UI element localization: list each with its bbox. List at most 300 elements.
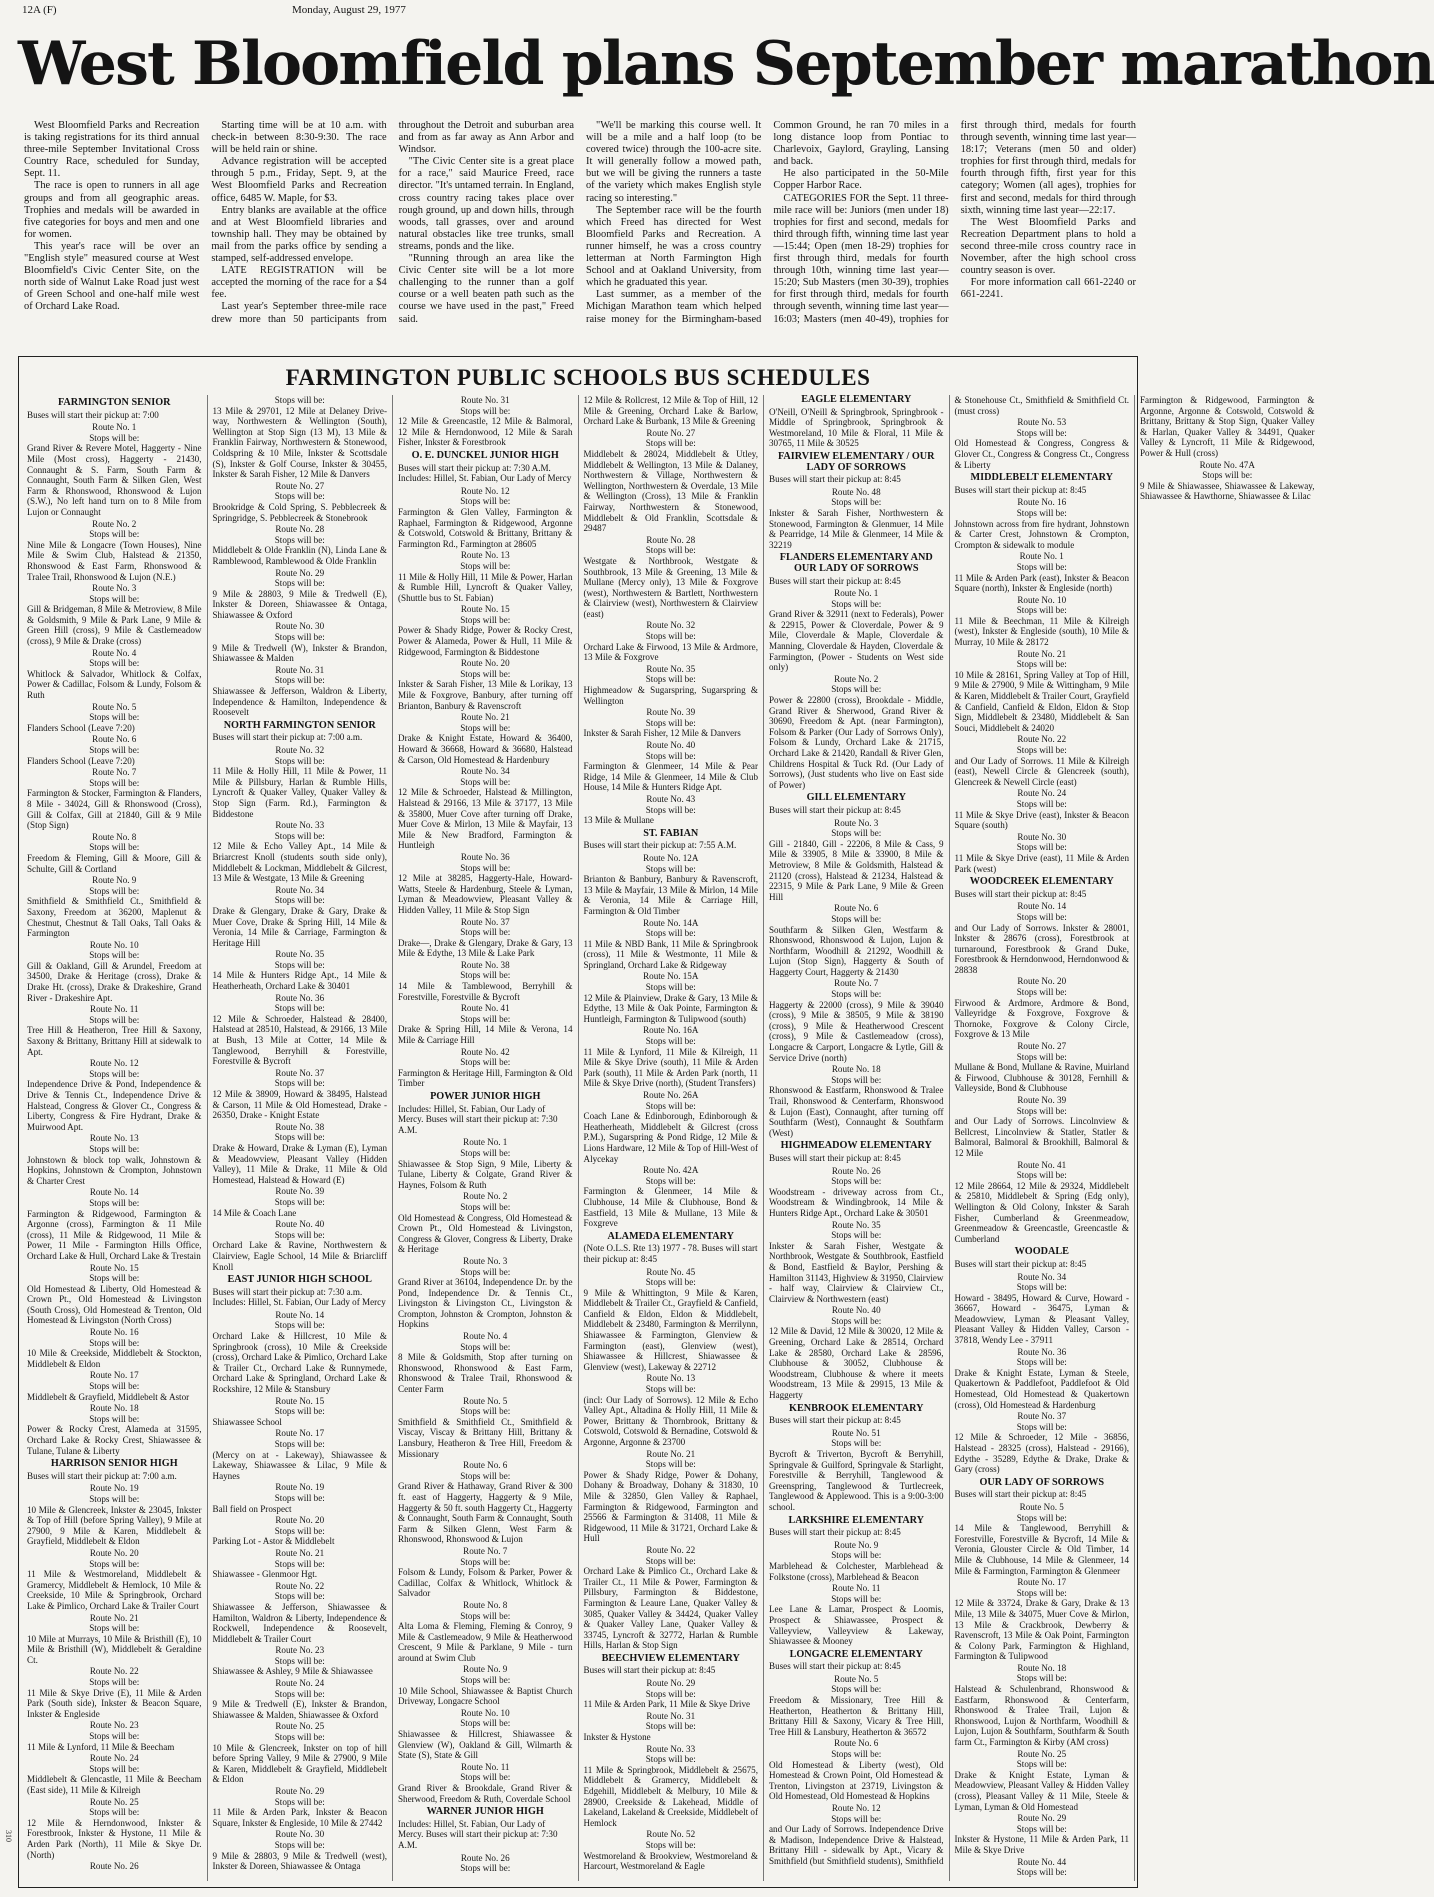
- route-stops: Flanders School (Leave 7:20): [27, 722, 135, 733]
- route-stops: 8 Mile & Goldsmith, Stop after turning on Rhonswood, Rhonswood & East Farm, Rhonswood & Tralee Trail, Rhonswood & Center Farm: [398, 1352, 573, 1395]
- route-stops: Shiawassee & Hillcrest, Shiawassee & Glenview (W), Oakland & Gill, Wilmarth & State (S), State & Gill: [398, 1729, 573, 1761]
- pickup-info: Buses will start their pickup at: 7:00 a.m.: [212, 732, 363, 743]
- route-stops: Halstead & Schulenbrand, Rhonswood & Eastfarm, Rhonswood & Centerfarm, Rhonswood & Tralee Trail, Lujon & Rhonswood, Lujon & Northfarm, Woodhill & Lujon, Lujon & Southfarm, Southfarm & South farm Ct., Farmington & Kirby (AM cross): [954, 1684, 1129, 1748]
- route-stops: Old Homestead & Liberty (west), Old Homestead & Crown Point, Old Homestead & Trenton, Livingston at 23719, Livingston & Old Homestead, Old Homestead & Hopkins: [769, 1759, 944, 1802]
- route-number: Route No. 36: [275, 992, 325, 1003]
- route-entry: [213, 665, 388, 718]
- route-number: Route No. 12A: [643, 852, 699, 863]
- route-entry: [213, 568, 388, 621]
- route-entry: [955, 832, 1130, 874]
- route-stops: Orchard Lake & Hillcrest, 10 Mile & Springbrook (cross), 10 Mile & Creekside (cross), Orchard Lake & Pimlico, Orchard Lake & Trailer Ct., Orchard Lake & Runnymede, Orchard Lake & Springland, Orchard Lake & Rockshire, 12 Mile & Stansbury: [212, 1331, 387, 1395]
- route-entry: [584, 428, 759, 534]
- stops-label: Stops will be:: [645, 1721, 696, 1732]
- route-number: Route No. 13: [89, 1133, 139, 1144]
- route-entry: [584, 853, 759, 917]
- route-stops: 11 Mile & Springbrook, Middlebelt & 25675, Middlebelt & Gramercy, Middlebelt & Edgehill, Middlebelt & Melbury, 10 Mile & 28900, Creekside & Lakehead, Middle of Lakeland, Lakeland & Creekside, Middlebelt of Hemlock: [583, 1764, 758, 1828]
- route-entry: [398, 917, 573, 959]
- route-stops: 10 Mile School, Shiawassee & Baptist Church Driveway, Longacre School: [398, 1685, 573, 1707]
- route-number: Route No. 30: [275, 621, 325, 632]
- route-entry: [27, 1797, 202, 1861]
- route-number: Route No. 34: [460, 766, 510, 777]
- route-number: Route No. 35: [275, 949, 325, 960]
- route-number: Route No. 32: [275, 745, 325, 755]
- route-entry: [27, 1483, 202, 1547]
- route-number: Route No. 10: [1017, 594, 1067, 605]
- route-number: Route No. 11: [461, 1761, 510, 1772]
- stops-label: Stops will be:: [274, 491, 325, 502]
- route-stops: 14 Mile & Tanglewood, Berryhill & Forestville, Forestville & Bycroft, 14 Mile & Veronia, Glouster Circle & Old Timber, 14 Mile & Clubhouse, 14 Mile & Glenmeer, 14 Mile & Farmington, Farmington & Glenmeer: [954, 1523, 1129, 1576]
- route-entry: [584, 1165, 759, 1229]
- pickup-info: Buses will start their pickup at: 7:30 A.M. Includes: Hillel, St. Fabian, Our Lady of Mercy: [398, 462, 572, 484]
- stops-label: Stops will be:: [1016, 1105, 1067, 1116]
- stops-label: Stops will be:: [645, 928, 696, 939]
- route-entry: [398, 1331, 573, 1395]
- route-stops: Woodstream - driveway across from Ct., Woodstream & Windingbrook, 14 Mile & Hunters Ridge Apt., Orchard Lake & 30501: [769, 1186, 944, 1218]
- route-number: Route No. 14A: [643, 917, 699, 928]
- route-entry: [769, 1583, 944, 1647]
- school-name: ALAMEDA ELEMENTARY: [607, 1230, 735, 1242]
- headline: West Bloomfield plans September marathon: [18, 29, 1434, 99]
- margin-mark: 310: [4, 1830, 13, 1842]
- route-number: Route No. 20: [460, 658, 510, 669]
- stops-label: Stops will be:: [274, 395, 325, 405]
- route-entry: [1140, 460, 1315, 502]
- stops-label: Stops will be:: [89, 1558, 140, 1569]
- route-number: Route No. 31: [460, 395, 510, 405]
- route-number: Route No. 30: [1017, 831, 1067, 842]
- route-stops: Farmington & Glen Valley, Farmington & Raphael, Farmington & Ridgewood, Argonne & Cotswold, Cotswold & Brittany, Brittany & Farmington Rd., Farmington at 28605: [398, 506, 573, 549]
- route-stops: Shiawassee School: [212, 1416, 282, 1427]
- route-entry: [213, 1678, 388, 1720]
- route-entry: [398, 550, 573, 603]
- route-number: Route No. 39: [1017, 1095, 1067, 1105]
- route-stops: 12 Mile & Herndonwood, Inkster & Forestbrook, Inkster & Hystone, 11 Mile & Arden Park (North), 11 Mile & Skye Dr. (North): [27, 1817, 202, 1860]
- route-stops: Inkster & Sarah Fisher, 12 Mile & Danvers: [583, 728, 741, 739]
- stops-label: Stops will be:: [460, 1266, 511, 1277]
- route-entry: [955, 551, 1130, 593]
- route-stops: Middlebelt & 28024, Middlebelt & Utley, Middlebelt & Wellington, 13 Mile & Dalaney, Northwestern & Village, Northwestern & Wellington, Northwestern & Overdale, 13 Mile & Wellington (Cross), 13 Mile & Franklin Fairway, Northwestern & Stonewood, Middlebelt & Old Franklin, Scottsdale & 29487: [583, 448, 758, 534]
- route-number: Route No. 21: [460, 712, 510, 723]
- route-entry: [213, 993, 388, 1067]
- route-stops: Grand River & 32911 (next to Federals), Power & 22915, Power & Cloverdale, Power & 9 Mile, Cloverdale & Maple, Cloverdale & Manning, Cloverdale & Hayden, Cloverdale & Farmington, (Power - Students on West side only): [769, 609, 944, 673]
- route-entry: [213, 1829, 388, 1871]
- article-paragraph: For more information call 661-2240 or 661-2241.: [960, 277, 1136, 301]
- stops-label: Stops will be:: [1016, 507, 1067, 518]
- stops-label: Stops will be:: [645, 750, 696, 761]
- route-stops: Drake & Howard, Drake & Lyman (E), Lyman & Meadowview, Pleasant Valley (Hidden Valley), 11 Mile & Drake, 11 Mile & Old Homestead, Halstead & Howard (E): [212, 1142, 387, 1185]
- route-entry: [584, 794, 759, 826]
- route-number: Route No. 4: [463, 1331, 508, 1342]
- route-number: Route No. 3: [834, 817, 879, 828]
- route-stops: Farmington & Heritage Hill, Farmington & Old Timber: [398, 1067, 573, 1089]
- school-section: [769, 1404, 944, 1513]
- route-stops: Folsom & Lundy, Folsom & Parker, Power & Cadillac, Colfax & Whitlock, Whitlock & Salvador: [398, 1567, 573, 1599]
- stops-label: Stops will be:: [89, 842, 140, 853]
- route-stops: 11 Mile & Lynford, 11 Mile & Beecham: [27, 1741, 175, 1752]
- route-number: Route No. 12: [89, 1058, 139, 1069]
- route-number: Route No. 2: [463, 1191, 508, 1202]
- route-number: Route No. 19: [275, 1482, 325, 1493]
- stops-label: Stops will be:: [460, 722, 511, 733]
- school-section: [584, 829, 759, 1229]
- route-entry: [398, 766, 573, 851]
- school-name: KENBROOK ELEMENTARY: [789, 1402, 924, 1414]
- stops-label: Stops will be:: [89, 712, 140, 723]
- route-entry: [769, 1064, 944, 1138]
- route-stops: (Mercy on at - Lakeway), Shiawassee & Lakeway, Shiawassee & Lilac, 9 Mile & Haynes: [212, 1449, 387, 1481]
- route-entry: [398, 604, 573, 657]
- school-name: OUR LADY OF SORROWS: [979, 1476, 1105, 1488]
- route-entry: [27, 1370, 202, 1402]
- route-number: Route No. 39: [646, 707, 696, 718]
- route-stops: and Our Lady of Sorrows. 11 Mile & Kilreigh (east), Newell Circle & Glencreek (south), Glencreek & Newell Circle (east): [954, 755, 1129, 787]
- stops-label: Stops will be:: [831, 989, 882, 1000]
- route-stops: Drake & Spring Hill, 14 Mile & Verona, 14 Mile & Carriage Hill: [398, 1024, 573, 1046]
- route-entry: [398, 1708, 573, 1761]
- route-number: Route No. 37: [1017, 1411, 1067, 1422]
- route-entry: [584, 1744, 759, 1829]
- route-number: Route No. 9: [463, 1664, 508, 1675]
- route-number: Route No. 53: [1017, 417, 1067, 428]
- route-stops: 12 Mile & Schroeder, 12 Mile - 36856, Halstead - 28325 (cross), Halstead - 29166), Edythe - 35289, Edythe & Drake, Drake & Gary (cross): [954, 1432, 1129, 1475]
- route-number: Route No. 23: [89, 1720, 139, 1731]
- route-stops: Independence Drive & Pond, Independence & Drive & Tennis Ct., Independence Drive & Halstead, Congress & Glover Ct., Congress & Liberty, Congress & Fire Hydrant, Drake & Muirwood Apt.: [27, 1079, 202, 1132]
- pickup-info: Includes: Hillel, St. Fabian, Our Lady of Mercy. Buses will start their pickup at: 7:30 A.M.: [398, 1818, 558, 1850]
- stops-label: Stops will be:: [89, 658, 140, 669]
- stops-label: Stops will be:: [831, 1550, 882, 1561]
- stops-label: Stops will be:: [89, 1143, 140, 1154]
- route-entry: [398, 960, 573, 1002]
- route-number: Route No. 21: [1017, 648, 1067, 659]
- route-entry: [27, 1403, 202, 1456]
- route-entry: [769, 407, 944, 449]
- route-stops: Farmington & Ridgewood, Farmington & Argonne (cross), Farmington & 11 Mile (cross), 11 Mile & Ridgewood, 11 Mile & Power, 11 Mile - Farmington Hills Office, Orchard Lake & Hull, Orchard Lake & Trestain: [27, 1208, 202, 1261]
- route-stops: 11 Mile & Skye Drive (E), 11 Mile & Arden Park (South side), Inkster & Beacon Square, Inkster & Engleside: [27, 1687, 202, 1719]
- stops-label: Stops will be:: [274, 632, 325, 643]
- route-number: Route No. 29: [1017, 1813, 1067, 1824]
- route-number: Route No. 34: [275, 884, 325, 895]
- stops-label: Stops will be:: [1016, 1421, 1067, 1432]
- route-stops: 14 Mile & Tamblewood, Berryhill & Forestville, Forestville & Bycroft: [398, 981, 573, 1002]
- route-entry: [27, 1133, 202, 1186]
- route-number: Route No. 35: [831, 1219, 881, 1230]
- stops-label: Stops will be:: [831, 684, 882, 695]
- route-number: Route No. 43: [646, 793, 696, 804]
- stops-label: Stops will be:: [274, 1839, 325, 1850]
- stops-label: Stops will be:: [89, 777, 140, 788]
- route-stops: 10 Mile & Glencreek, Inkster on top of hill before Spring Valley, 9 Mile & 27900, 9 Mile & Karen, Middlebelt & Grayfield, Middlebelt & Eldon: [212, 1742, 387, 1785]
- pickup-info: Buses will start their pickup at: 7:00 a.m.: [27, 1470, 177, 1481]
- route-number: Route No. 20: [275, 1515, 325, 1526]
- route-number: Route No. 29: [275, 1786, 325, 1796]
- route-number: Route No. 21: [275, 1547, 325, 1558]
- article-paragraph: LATE REGISTRATION will be accepted the morning of the race for a $4 fee.: [211, 265, 387, 301]
- stops-label: Stops will be:: [274, 534, 325, 545]
- pickup-info: Buses will start their pickup at: 7:30 a.m. Includes: Hillel, St. Fabian, Our Lady of Mercy: [212, 1286, 386, 1308]
- route-number: Route No. 40: [646, 740, 696, 750]
- route-entry: [584, 1267, 759, 1373]
- pickup-info: Buses will start their pickup at: 8:45: [769, 1415, 901, 1426]
- route-number: Route No. 27: [275, 480, 325, 491]
- stops-label: Stops will be:: [89, 1763, 140, 1774]
- route-entry: [955, 788, 1130, 830]
- school-section: [584, 1232, 759, 1651]
- stops-label: Stops will be:: [274, 1732, 325, 1743]
- route-number: Route No. 16: [89, 1327, 139, 1338]
- pickup-info: Buses will start their pickup at: 8:45: [769, 1661, 901, 1672]
- route-entry: [213, 481, 388, 523]
- stops-label: Stops will be:: [831, 913, 882, 924]
- stops-label: Stops will be:: [1016, 561, 1067, 572]
- route-stops: Orchard Lake & Pimlico Ct., Orchard Lake & Trailer Ct., 11 Mile & Power, Farmington & Pillsbury, Farmington & Biddestone, Farmington & Leaure Lane, Quaker Valley & 3085, Quaker Valley & 34424, Quaker Valley & Quaker Valley Lane, Quaker Valley & 33745, Lyncroft & 32772, Harlan & Rumble Hills, Harlan & Stop Sign: [583, 1566, 758, 1651]
- issue-date: Monday, August 29, 1977: [292, 4, 406, 16]
- stops-label: Stops will be:: [89, 885, 140, 896]
- route-number: Route No. 30: [275, 1829, 325, 1840]
- stops-label: Stops will be:: [1016, 1673, 1067, 1684]
- route-entry: [213, 1310, 388, 1395]
- stops-label: Stops will be:: [831, 1176, 882, 1187]
- route-entry: [398, 852, 573, 916]
- route-number: Route No. 5: [92, 701, 137, 712]
- route-entry: [955, 1272, 1130, 1346]
- route-number: Route No. 40: [275, 1219, 325, 1230]
- route-stops: 11 Mile & Holly Hill, 11 Mile & Power, 11 Mile & Pillsbury, Harlan & Rumble Hills, Lyncroft & Quaker Valley, Quaker Valley & Stop Sign (Farm. Rd.), Farmington & Biddestone: [212, 766, 387, 819]
- route-entry: [955, 1749, 1130, 1813]
- school-section: [955, 877, 1130, 1244]
- stops-label: Stops will be:: [645, 863, 696, 874]
- stops-label: Stops will be:: [274, 578, 325, 589]
- stops-label: Stops will be:: [831, 1074, 882, 1085]
- stops-label: Stops will be:: [89, 432, 140, 443]
- stops-label: Stops will be:: [89, 1731, 140, 1742]
- route-stops: Drake—, Drake & Glengary, Drake & Gary, 13 Mile & Edythe, 13 Mile & Lake Park: [398, 937, 573, 959]
- stops-label: Stops will be:: [645, 1384, 696, 1395]
- route-entry: [955, 1160, 1130, 1245]
- route-entry: [27, 734, 202, 766]
- route-number: Route No. 37: [275, 1067, 325, 1078]
- route-stops: Shiawassee & Jefferson, Shiawassee & Hamilton, Waldron & Liberty, Independence & Rockwell, Independence & Roosevelt, Middlebelt & Trailer Court: [212, 1601, 387, 1644]
- pickup-info: Buses will start their pickup at: 8:45: [769, 804, 901, 815]
- route-number: Route No. 28: [646, 534, 696, 545]
- stops-label: Stops will be:: [89, 1623, 140, 1634]
- route-stops: Shiawassee - Glenmoor Hgt.: [212, 1569, 318, 1580]
- school-name: ST. FABIAN: [643, 827, 699, 839]
- stops-label: Stops will be:: [1016, 1051, 1067, 1062]
- route-stops: Rhonswood & Eastfarm, Rhonswood & Tralee Trail, Rhonswood & Centerfarm, Rhonswood & Lujon (East), Connaught, after turning off Southfarm (West), Connaught & Southfarm (West): [769, 1085, 944, 1138]
- route-entry: [769, 1305, 944, 1400]
- stops-label: Stops will be:: [460, 1013, 511, 1024]
- route-entry: [769, 1738, 944, 1802]
- route-stops: Nine Mile & Longacre (Town Houses), Nine Mile & Swim Club, Halstead & 21350, Rhonswood & East Farm, Rhonswood & Tralee Trail, Rhonswood & Lujon (N.E.): [27, 539, 202, 582]
- route-stops: 14 Mile & Coach Lane: [212, 1207, 297, 1218]
- bus-schedule-columns: [19, 393, 1315, 1881]
- route-stops: Inkster & Hystone, 11 Mile & Arden Park, 11 Mile & Skye Drive: [954, 1834, 1129, 1855]
- route-number: Route No. 22: [1017, 734, 1067, 745]
- route-number: Route No. 14: [1017, 901, 1067, 912]
- route-number: Route No. 9: [834, 1539, 879, 1550]
- school-section: [213, 721, 388, 1272]
- route-entry: [398, 1664, 573, 1706]
- route-number: Route No. 47A: [1199, 459, 1255, 470]
- stops-label: Stops will be:: [274, 1196, 325, 1207]
- route-entry: [27, 1720, 202, 1752]
- route-stops: Inkster & Sarah Fisher, Westgate & Northbrook, Westgate & Southbrook, Eastfield & Bond, Eastfield & Baylor, Pershing & Hamilton 31143, Highview & 31950, Clairview - half way, Clairview & Clairview Ct., Clairview & Northwestern (east): [769, 1240, 944, 1304]
- route-entry: [955, 976, 1130, 1040]
- school-name: BEECHVIEW ELEMENTARY: [601, 1652, 740, 1664]
- stops-label: Stops will be:: [831, 1315, 882, 1326]
- route-entry: [27, 702, 202, 734]
- stops-label: Stops will be:: [460, 405, 511, 416]
- route-number: Route No. 5: [1019, 1501, 1064, 1512]
- stops-label: Stops will be:: [831, 1684, 882, 1695]
- route-stops: 12 Mile & Greencastle, 12 Mile & Balmoral, 12 Mile & Herndonwood, 12 Mile & Sarah Fisher, Inkster & Forestbrook: [398, 416, 573, 448]
- article-paragraph: West Bloomfield Parks and Recreation is taking registrations for its third annual three-mile September Invitational Cross Country Race, scheduled for Sunday, Sept. 11.: [24, 120, 200, 180]
- school-name: POWER JUNIOR HIGH: [430, 1091, 541, 1102]
- route-entry: [769, 1166, 944, 1219]
- route-number: Route No. 25: [1017, 1748, 1067, 1759]
- route-stops: 12 Mile & Schroeder, Halstead & Millington, Halstead & 29166, 13 Mile & 37177, 13 Mile & 35800, Muer Cove after turning off Drake, Muer Cove & Mirlon, 13 Mile & Mayfair, 13 Mile & New Bradford, Farmington & Huntleigh: [398, 787, 573, 851]
- stops-label: Stops will be:: [460, 614, 511, 625]
- pickup-info: Buses will start their pickup at: 8:45: [954, 1489, 1087, 1500]
- stops-label: Stops will be:: [89, 1413, 140, 1424]
- stops-label: Stops will be:: [274, 1796, 325, 1807]
- bus-schedule-box: [18, 356, 1315, 1888]
- route-number: Route No. 33: [275, 820, 325, 831]
- route-number: Route No. 19: [89, 1483, 139, 1494]
- route-stops: Old Homestead & Congress, Congress & Glover Ct., Congress & Congress Ct., Congress & Liberty: [954, 438, 1129, 470]
- stops-label: Stops will be:: [1016, 659, 1067, 670]
- route-stops: and Our Lady of Sorrows. Independence Drive & Madison, Independence Drive & Halstead, Brittany Hill - sidewalk by Apt., Vicary & Smithfield (but Smithfield students), Smithfield & Stonehouse Ct., Smithfield & Smithfield Ct. (must cross): [769, 395, 1129, 1866]
- route-stops: and Our Lady of Sorrows. Inkster & 28001, Inkster & 28676 (cross), Forestbrook at turnaround, Forestbrook & Grand Duke, Forestbrook & Herndonwood, Herndonwood & 28838: [954, 922, 1129, 975]
- route-number: Route No. 10: [460, 1707, 510, 1718]
- stops-label: Stops will be:: [645, 674, 696, 685]
- article-body: [24, 120, 1136, 354]
- route-stops: Southfarm & Silken Glen, Westfarm & Rhonswood, Rhonswood & Lujon, Lujon & Northfarm, Woodhill & 21292, Woodhill & Lujon (Stop Sign), Haggerty & South of Haggerty Court, Haggerty & 21430: [769, 924, 944, 977]
- school-section: [398, 1092, 573, 1804]
- route-number: Route No. 5: [834, 1673, 879, 1684]
- route-entry: [955, 1041, 1130, 1094]
- route-entry: [584, 1025, 759, 1089]
- route-stops: Johnstown across from fire hydrant, Johnstown & Carter Crest, Johnstown & Crompton, Crompton & sidewalk to module: [954, 518, 1129, 550]
- route-stops: and Our Lady of Sorrows. Lincolnview & Bellcrest, Lincolnview & Statler, Statler & Balmoral, Balmoral & Brookhill, Balmoral & 12 Mile: [954, 1116, 1129, 1158]
- route-number: Route No. 10: [89, 939, 139, 950]
- route-stops: Grand River & Hathaway, Grand River & 300 ft. east of Haggerty, Haggerty & 9 Mile, Haggerty & 50 ft. south Haggerty Ct., Haggerty & Connaught, South Farm & Connaught, South Farm & Silken Glenn, West Farm & Rhonswood, Rhonswood & Lujon: [398, 1481, 573, 1545]
- route-entry: [584, 535, 759, 620]
- route-number: Route No. 6: [92, 734, 137, 745]
- route-stops: Middlebelt & Glencastle, 11 Mile & Beecham (East side), 11 Mile & Kilreigh: [27, 1774, 202, 1795]
- route-stops: 13 Mile & 29701, 12 Mile at Delaney Drive-way, Northwestern & Wellington (South), Wellington at Stop Sign (13 M), 13 Mile & Franklin Fairway, Northwestern & Stonewood, Coldspring & 10 Mile, Inkster & Scottsdale (S), Inkster & Golf Course, Inkster & 30455, Inkster & Sarah Fisher, 12 Mile & Danvers: [212, 405, 387, 480]
- route-number: Route No. 48: [831, 486, 881, 497]
- article-paragraph: "Running through an area like the Civic Center site will be a lot more challenging to the runner than a golf course or a well beaten path such as the course we have used in the past," Freed said.: [398, 253, 574, 325]
- route-number: Route No. 42A: [643, 1165, 699, 1176]
- route-entry: [955, 417, 1130, 470]
- route-stops: Old Homestead & Liberty, Old Homestead & Crown Pt., Old Homestead & Livingston (South Cross), Old Homestead & Trenton, Old Homestead & Livingston (North Cross): [27, 1283, 202, 1326]
- route-entry: [584, 664, 759, 706]
- route-stops: 12 Mile & Schroeder, Halstead & 28400, Halstead at 28510, Halstead, & 29166, 13 Mile at Bush, 13 Mile at Cotter, 14 Mile & Tanglewood, Berryhill & Forestville, Forestville & Bycroft: [212, 1013, 387, 1067]
- route-number: Route No. 1: [463, 1137, 508, 1148]
- stops-label: Stops will be:: [460, 1341, 511, 1352]
- route-number: Route No. 4: [92, 647, 137, 658]
- route-number: Route No. 15: [275, 1395, 325, 1406]
- route-entry: [584, 1449, 759, 1544]
- route-number: Route No. 17: [275, 1428, 325, 1439]
- pickup-info: Buses will start their pickup at: 8:45: [769, 1527, 901, 1538]
- route-number: Route No. 16: [1017, 497, 1067, 508]
- route-stops: 14 Mile & Hunters Ridge Apt., 14 Mile & Heatherheath, Orchard Lake & 30401: [212, 970, 387, 992]
- route-entry: [213, 1482, 388, 1514]
- stops-label: Stops will be:: [831, 828, 882, 839]
- route-entry: [27, 1263, 202, 1327]
- stops-label: Stops will be:: [645, 1688, 696, 1699]
- route-entry: [213, 1219, 388, 1272]
- school-name: HARRISON SENIOR HIGH: [50, 1458, 178, 1470]
- stops-label: Stops will be:: [460, 1147, 511, 1158]
- pickup-info: Buses will start their pickup at: 8:45: [954, 1258, 1087, 1269]
- route-stops: 11 Mile & Lynford, 11 Mile & Kilreigh, 11 Mile & Skye Drive (south), 11 Mile & Arden Park (south), 11 Mile & Arden Park (north, 11 Mile & Skye Drive (north), (Student Transfers): [583, 1046, 758, 1089]
- stops-label: Stops will be:: [1016, 1282, 1067, 1293]
- route-stops: 11 Mile & NBD Bank, 11 Mile & Springbrook (cross), 11 Mile & Westmonte, 11 Mile & Springland, Orchard Lake & Ridgeway: [583, 938, 758, 970]
- route-stops: Ball field on Prospect: [212, 1503, 292, 1514]
- stops-label: Stops will be:: [89, 529, 140, 540]
- pickup-info: Buses will start their pickup at: 8:45: [769, 1152, 901, 1163]
- stops-label: Stops will be:: [460, 1470, 511, 1481]
- stops-label: Stops will be:: [1016, 798, 1067, 809]
- route-stops: 11 Mile & Westmoreland, Middlebelt & Gramercy, Middlebelt & Hemlock, 10 Mile & Creekside, 10 Mile & Springbrook, Orchard Lake & Pimlico, Orchard Lake & Trailer Court: [27, 1569, 202, 1611]
- route-number: Route No. 38: [275, 1121, 325, 1132]
- stops-label: Stops will be:: [1016, 1170, 1067, 1181]
- stops-label: Stops will be:: [460, 1610, 511, 1621]
- route-entry: [213, 1786, 388, 1828]
- route-entry: [398, 1762, 573, 1804]
- route-stops: 9 Mile & 28803, 9 Mile & Tredwell (E), Inkster & Doreen, Shiawassee & Ontaga, Shiawassee & Oxford: [212, 588, 387, 620]
- route-number: Route No. 1: [1019, 551, 1064, 562]
- route-number: Route No. 18: [89, 1403, 139, 1414]
- pickup-info: Buses will start their pickup at: 8:45: [583, 1665, 716, 1676]
- pickup-info: Buses will start their pickup at: 8:45: [954, 888, 1087, 899]
- route-stops: 11 Mile & Arden Park, Inkster & Beacon Square, Inkster & Engleside, 10 Mile & 27442: [212, 1807, 387, 1828]
- article-paragraph: "We'll be marking this course well. It will be a mile and a half loop (to be covered twice) through the 100-acre site. It will generally follow a mowed path, but we will be giving the runners a taste of the variety which makes English style racing so interesting.": [585, 120, 762, 204]
- route-entry: [955, 497, 1130, 550]
- route-stops: 11 Mile & Beechman, 11 Mile & Kilreigh (west), Inkster & Engleside (south), 10 Mile & Murray, 10 Mile & 28172: [954, 615, 1129, 648]
- school-section: [955, 1247, 1130, 1474]
- route-entry: [769, 1428, 944, 1513]
- school-section: [769, 1141, 944, 1400]
- route-number: Route No. 16A: [643, 1025, 699, 1036]
- route-number: Route No. 25: [89, 1796, 139, 1807]
- route-stops: Alta Loma & Fleming, Fleming & Conroy, 9 Mile & Castlemeadow, 9 Mile & Heatherwood Crescent, 9 Mile & Parklane, 9 Mile - turn around at Swim Club: [398, 1621, 573, 1663]
- route-number: Route No. 18: [831, 1064, 881, 1075]
- school-section: [769, 553, 944, 790]
- route-entry: [955, 1577, 1130, 1662]
- route-stops: Middlebelt & Olde Franklin (N), Linda Lane & Ramblewood, Ramblewood & Olde Franklin: [212, 545, 387, 566]
- stops-label: Stops will be:: [460, 927, 511, 938]
- route-number: Route No. 45: [646, 1266, 696, 1277]
- route-stops: 13 Mile & Mullane: [583, 815, 654, 826]
- route-entry: [213, 1721, 388, 1785]
- stops-label: Stops will be:: [274, 1655, 325, 1666]
- route-entry: [955, 649, 1130, 734]
- route-entry: [27, 422, 202, 517]
- stops-label: Stops will be:: [89, 1337, 140, 1348]
- article-paragraph: "The Civic Center site is a great place for a race," said Maurice Freed, race director. "It's untamed terrain. In England, cross country racing takes place over rough ground, up and down hills, through woods, tall grasses, over and around natural obstacles like tree trunks, small streams, ponds and the like.: [398, 156, 574, 252]
- school-name: NORTH FARMINGTON SENIOR: [223, 719, 376, 731]
- route-stops: 9 Mile & Tredwell (W), Inkster & Brandon, Shiawassee & Malden: [212, 642, 387, 664]
- stops-label: Stops will be:: [1016, 1759, 1067, 1770]
- route-stops: Brookridge & Cold Spring, S. Pebblecreek & Springridge, S. Pebblecreek & Stonebrook: [212, 501, 387, 523]
- route-entry: [27, 1327, 202, 1369]
- stops-label: Stops will be:: [1016, 1587, 1067, 1598]
- route-stops: Inkster & Sarah Fisher, 13 Mile & Lorikay, 13 Mile & Foxgrove, Banbury, after turning off Brianton, Banbury & Ravenscroft: [398, 679, 573, 711]
